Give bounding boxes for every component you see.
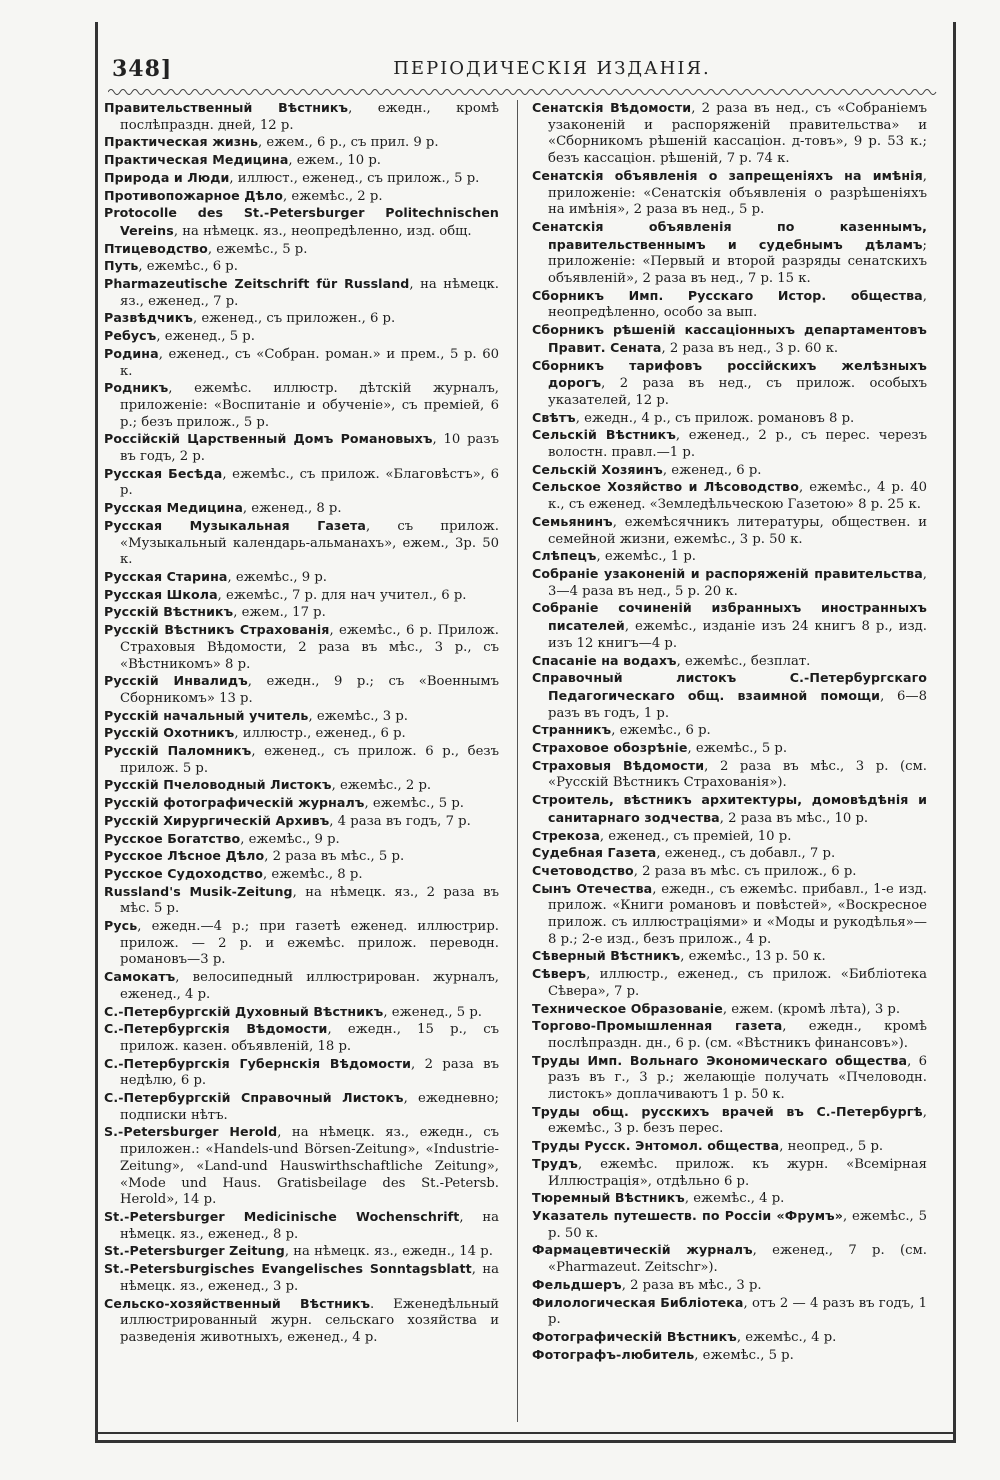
periodical-entry	[104, 152, 499, 170]
periodical-entry	[104, 569, 499, 587]
periodical-entry	[104, 170, 499, 188]
periodical-details: , ежемѣс., 6 р. Прилож. Страховыя Вѣдомости, 2 раза въ мѣс., 3 р., съ «Вѣстникомъ» 8 р.	[120, 623, 499, 672]
periodical-entry	[532, 948, 927, 966]
periodical-name: Практическая жизнь	[104, 134, 259, 150]
periodical-details: , 2 раза въ мѣс., 3 р.	[621, 1277, 762, 1293]
periodical-entry	[104, 1090, 499, 1124]
periodical-name: Фельдшеръ	[532, 1276, 622, 1292]
periodical-entry	[104, 1056, 499, 1090]
periodical-name: Russland's Musik-Zeitung	[104, 883, 293, 899]
periodical-details: , 2 раза въ недѣлю, 6 р.	[120, 1056, 499, 1089]
periodical-entry	[532, 410, 927, 428]
periodical-entry	[532, 1208, 927, 1242]
periodical-name: Сельскій Вѣстникъ	[532, 427, 676, 443]
periodical-details: , ежемѣс., 5 р. 50 к.	[548, 1209, 928, 1241]
periodical-details: , 2 раза въ мѣс., 3 р. (см. «Русскій Вѣстникъ Страхованія»).	[548, 758, 927, 791]
periodical-entry	[532, 1277, 927, 1295]
periodical-name: Сборникъ тарифовъ россійскихъ желѣзныхъ дорогъ	[532, 357, 927, 391]
periodical-details: , еженед., съ прилож. 6 р., безъ прилож. 5 р.	[120, 744, 499, 776]
periodical-details: , на нѣмецк. яз., еженед., 8 р.	[120, 1210, 499, 1242]
periodical-name: Сборникъ Имп. Русскаго Истор. общества	[532, 287, 923, 303]
periodical-details: , ежемѣс., 9 р.	[240, 831, 340, 847]
periodical-name: Сѣверный Вѣстникъ	[532, 948, 681, 964]
periodical-details: , 3—4 раза въ нед., 5 р. 20 к.	[548, 566, 927, 599]
periodical-entry	[104, 969, 499, 1003]
periodical-entry	[532, 653, 927, 671]
periodical-details: , неопредѣленно, особо за вып.	[548, 288, 927, 321]
periodical-entry	[104, 328, 499, 346]
periodical-entry	[532, 966, 927, 1000]
periodical-entry	[104, 1021, 499, 1055]
periodical-name: St.-Petersburger Medicinische Wochenschrift	[104, 1209, 460, 1224]
periodical-entry	[532, 322, 927, 357]
periodical-entry	[104, 795, 499, 813]
periodical-entry	[532, 1347, 927, 1365]
periodical-name: Русская Старина	[104, 568, 228, 584]
periodical-name: Сынъ Отечества	[532, 880, 653, 896]
periodical-details: , ежедн.—4 р.; при газетѣ еженед. иллюстрир. прилож. — 2 р. и ежемѣс. прилож. переводн. романовъ—3 р.	[120, 919, 499, 968]
periodical-name: Путь	[104, 258, 139, 274]
periodical-entry	[104, 622, 499, 673]
periodical-details: , иллюст., еженед., съ прилож., 5 р.	[229, 170, 480, 186]
periodical-details: , ежемѣс., изданіе изъ 24 книгъ 8 р., изд. изъ 12 книгъ—4 р.	[548, 619, 927, 651]
periodical-entry	[532, 792, 927, 827]
periodical-name: Родникъ	[104, 380, 169, 396]
periodical-name: Русское Судоходство	[104, 865, 264, 881]
periodical-name: Русскій Инвалидъ	[104, 673, 248, 689]
periodical-name: Фотографъ-любитель	[532, 1346, 695, 1362]
periodical-name: Указатель путешеств. по Россіи «Фрумъ»	[532, 1208, 843, 1223]
periodical-details: , 2 раза въ нед., съ «Собраніемъ узаконеній и распоряженій правительства» и «Сборникомъ рѣшеній кассаціон. д-товъ», 9 р. 53 к.; безъ кассаціон. рѣшеній, 7 р. 74 к.	[548, 101, 927, 167]
periodical-entry	[532, 845, 927, 863]
periodical-details: , ежемѣс., 4 р.	[736, 1329, 837, 1345]
periodical-name: Самокатъ	[104, 969, 176, 985]
periodical-details: , еженед., съ приложен., 6 р.	[192, 311, 396, 327]
periodical-name: S.-Petersburger Herold	[104, 1124, 278, 1140]
periodical-name: Торгово-Промышленная газета	[532, 1018, 783, 1034]
periodical-details: , 2 раза въ нед., съ прилож. особыхъ указателей, 12 р.	[548, 376, 927, 408]
periodical-details: , 2 раза въ нед., 3 р. 60 к.	[661, 340, 839, 356]
periodical-name: Ребусъ	[104, 328, 157, 344]
periodical-name: Свѣтъ	[532, 409, 576, 425]
periodical-entry	[532, 462, 927, 480]
periodical-details: , ежем., 6 р., съ прил. 9 р.	[258, 135, 439, 151]
periodical-details: , еженед., 6 р.	[662, 462, 762, 478]
periodical-details: , еженед., 2 р., съ перес. черезъ волостн. правл.—1 р.	[548, 428, 927, 461]
periodical-details: , ежемѣс., 4 р. 40 к., съ еженед. «Земледѣльческою Газетою» 8 р. 25 к.	[548, 480, 928, 513]
periodical-name: Труды Русск. Энтомол. общества	[532, 1138, 780, 1154]
periodical-entry	[104, 743, 499, 777]
periodical-details: . Еженедѣльный иллюстрированный журн. сельскаго хозяйства и разведенія животныхъ, еженед., 4 р.	[120, 1296, 499, 1345]
periodical-entry	[532, 1329, 927, 1347]
periodical-entry	[532, 600, 927, 652]
periodical-entry	[532, 722, 927, 740]
periodical-entry	[532, 1156, 927, 1190]
periodical-name: С.-Петербургскія Губернскія Вѣдомости	[104, 1055, 412, 1071]
periodical-details: , на нѣмецк. яз., 2 раза въ мѣс. 5 р.	[120, 884, 499, 917]
periodical-entry	[104, 431, 499, 465]
periodical-details: , ежемѣс., 6 р.	[138, 259, 238, 275]
periodical-name: Русскій фотографическій журналъ	[104, 795, 365, 811]
periodical-details: , на нѣмецк. яз., неопредѣленно, изд. общ.	[173, 223, 472, 239]
periodical-name: Практическая Медицина	[104, 152, 289, 168]
periodical-entry	[104, 725, 499, 743]
periodical-details: , ежемѣс., съ прилож. «Благовѣстъ», 6 р.	[120, 466, 499, 499]
periodical-name: Protocolle des St.-Petersburger Politechnischen Vereins	[104, 205, 499, 238]
periodical-details: , ежемѣс., 3 р. безъ перес.	[548, 1104, 927, 1137]
periodical-name: С.-Петербургскія Вѣдомости	[104, 1021, 328, 1037]
periodical-details: , еженед., съ «Собран. роман.» и прем., 5 р. 60 к.	[120, 346, 499, 379]
page-header	[112, 56, 942, 82]
periodical-entry	[532, 358, 927, 410]
periodical-name: Русскій Пчеловодный Листокъ	[104, 777, 332, 793]
periodical-entry	[532, 1295, 927, 1329]
periodical-name: Русскій начальный учитель	[104, 707, 309, 723]
bottom-rule	[98, 1432, 953, 1434]
periodical-details: , ежедн., кромѣ послѣпраздн. дней, 12 р.	[120, 101, 499, 133]
periodical-details: , еженед., 5 р.	[156, 329, 255, 345]
periodical-name: Птицеводство	[104, 240, 208, 256]
periodical-name: Русское Лѣсное Дѣло	[104, 848, 265, 864]
periodical-name: Стрекоза	[532, 827, 600, 843]
periodical-details: , ежем. (кромѣ лѣта), 3 р.	[722, 1001, 901, 1017]
periodical-entry	[104, 1296, 499, 1347]
periodical-entry	[104, 777, 499, 795]
periodical-name: Развѣдчикъ	[104, 310, 193, 326]
periodical-details: , ежемѣс., 9 р.	[227, 569, 327, 585]
periodical-name: Правительственный Вѣстникъ	[104, 100, 349, 115]
periodical-details: , на нѣмецк. яз., ежедн., съ приложен.: «Handels-und Börsen-Zeitung», «Industrie-Zeitung», «Land-und Hauswirthschaftliche Zeitung», «Mode und Haus. Gratisbeilage des St.-Petersb. Herold», 14 р.	[120, 1125, 499, 1208]
periodical-entry	[104, 587, 499, 605]
periodical-entry	[532, 168, 927, 219]
periodical-name: Русская Музыкальная Газета	[104, 517, 366, 533]
periodical-name: Семьянинъ	[532, 513, 613, 529]
periodical-name: Фотографическій Вѣстникъ	[532, 1328, 737, 1344]
periodical-entry	[532, 514, 927, 548]
periodical-details: , ежемѣс., 5 р.	[694, 1347, 794, 1363]
periodical-entry	[104, 518, 499, 569]
periodical-name: Странникъ	[532, 722, 612, 738]
periodical-entry	[104, 310, 499, 328]
periodical-details: , ежедн., съ ежемѣс. прибавл., 1-е изд. прилож. «Книги романовъ и повѣстей», «Воскресное прилож. съ иллюстраціями» и «Моды и рукодѣлья»—8 р.; 2-е изд., безъ прилож., 4 р.	[548, 881, 927, 947]
periodical-name: Сенатскія объявленія о запрещеніяхъ на имѣнія	[532, 167, 923, 183]
periodical-name: Спасаніе на водахъ	[532, 652, 677, 668]
periodical-name: Страховыя Вѣдомости	[532, 757, 705, 773]
periodical-name: Русскій Хирургическій Архивъ	[104, 812, 330, 828]
periodical-details: , ежемѣс., безплат.	[676, 653, 811, 669]
periodical-details: , ежем., 10 р.	[288, 153, 381, 169]
periodical-name: Фармацевтическій журналъ	[532, 1242, 753, 1258]
periodical-name: Русскій Охотникъ	[104, 725, 235, 741]
periodical-details: , ежемѣс., 5 р.	[687, 741, 788, 757]
periodical-details: , ежем., 17 р.	[233, 605, 326, 621]
periodical-details: , ежемѣс., 2 р.	[283, 188, 383, 204]
periodical-entry	[104, 466, 499, 500]
periodical-details: , 2 раза въ мѣс. съ прилож., 6 р.	[633, 863, 857, 879]
periodical-entry	[532, 863, 927, 881]
periodical-details: , велосипедный иллюстрирован. журналъ, еженед., 4 р.	[120, 970, 499, 1002]
periodical-details: , на нѣмецк. яз., еженед., 3 р.	[120, 1262, 499, 1294]
periodical-name: Счетоводство	[532, 862, 634, 878]
periodical-name: Собраніе узаконеній и распоряженій правительства	[532, 565, 923, 581]
page-number: 348]	[112, 56, 173, 82]
periodical-name: С.-Петербургскій Справочный Листокъ	[104, 1090, 404, 1106]
periodical-details: , ежемѣс., 2 р.	[331, 778, 432, 794]
running-title: ПЕРІОДИЧЕСКІЯ ИЗДАНІЯ.	[393, 58, 711, 79]
periodical-details: , 10 разъ въ годъ, 2 р.	[120, 432, 499, 465]
periodical-entry	[104, 241, 499, 259]
periodical-entry	[104, 813, 499, 831]
periodical-name: Русскій Вѣстникъ	[104, 604, 234, 620]
column-divider	[517, 100, 518, 1422]
periodical-name: Русская Бесѣда	[104, 465, 223, 481]
periodical-name: Техническое Образованіе	[532, 1000, 723, 1016]
periodical-details: , съ прилож. «Музыкальный календарь-альманахъ», ежем., 3р. 50 к.	[120, 518, 499, 568]
periodical-entry	[532, 566, 927, 600]
periodical-name: St.-Petersburgisches Evangelisches Sonntagsblatt	[104, 1261, 472, 1277]
periodical-name: Сенатскія Вѣдомости	[532, 100, 692, 115]
periodical-entry	[104, 205, 499, 240]
periodical-entry	[532, 740, 927, 758]
periodical-entry	[104, 276, 499, 310]
periodical-entry	[532, 1001, 927, 1019]
periodical-entry	[532, 1138, 927, 1156]
periodical-entry	[532, 758, 927, 792]
periodical-details: , иллюстр., еженед., 6 р.	[234, 726, 406, 742]
periodical-name: Справочный листокъ С.-Петербургскаго Педагогическаго общ. взаимной помощи	[532, 670, 927, 703]
periodical-name: Сборникъ рѣшеній кассаціонныхъ департаментовъ Правит. Сената	[532, 322, 927, 355]
periodical-details: ; приложеніе: «Первый и второй разряды сенатскихъ объявленій», 2 раза въ нед., 7 р. 15 к.	[548, 237, 927, 287]
periodical-name: Сенатскія объявленія по казеннымъ, правительственнымъ и судебнымъ дѣламъ	[532, 218, 927, 252]
periodical-details: , ежемѣс., 3 р.	[308, 708, 408, 724]
periodical-name: Русь	[104, 918, 138, 934]
periodical-name: Россійскій Царственный Домъ Романовыхъ	[104, 431, 433, 447]
periodical-details: , еженед., 8 р.	[242, 501, 342, 517]
left-column	[104, 100, 499, 1420]
wavy-rule	[108, 86, 938, 98]
periodical-entry	[104, 831, 499, 849]
periodical-name: Сельско-хозяйственный Вѣстникъ	[104, 1295, 371, 1311]
periodical-entry	[532, 1018, 927, 1052]
periodical-entry	[104, 918, 499, 969]
periodical-entry	[532, 288, 927, 322]
periodical-details: , приложеніе: «Сенатскія объявленія о разрѣшеніяхъ на имѣнія», 2 раза въ нед., 5 р.	[548, 168, 927, 218]
periodical-entry	[532, 670, 927, 722]
periodical-name: Страховое обозрѣніе	[532, 740, 688, 756]
periodical-entry	[104, 848, 499, 866]
periodical-entry	[532, 100, 927, 168]
periodical-entry	[104, 1124, 499, 1209]
periodical-details: , на нѣмецк. яз., еженед., 7 р.	[120, 277, 499, 309]
periodical-entry	[104, 604, 499, 622]
periodical-name: Трудъ	[532, 1155, 578, 1171]
right-column	[532, 100, 927, 1420]
periodical-details: , ежемѣс., 1 р.	[596, 549, 696, 565]
periodical-name: Русская Школа	[104, 586, 218, 602]
periodical-name: С.-Петербургскій Духовный Вѣстникъ	[104, 1003, 384, 1019]
periodical-details: , 6 разъ въ г., 3 р.; желающіе получать «Пчеловодн. листокъ» доплачиваютъ 1 р. 50 к.	[548, 1053, 928, 1103]
periodical-entry	[532, 479, 927, 513]
periodical-name: Родина	[104, 345, 159, 361]
periodical-entry	[532, 427, 927, 461]
periodical-details: , еженед., 5 р.	[383, 1004, 483, 1020]
periodical-entry	[532, 1104, 927, 1138]
periodical-details: , ежедн., 15 р., съ прилож. казен. объявленій, 18 р.	[120, 1022, 499, 1054]
periodical-details: , на нѣмецк. яз., ежедн., 14 р.	[284, 1244, 493, 1260]
periodical-details: , ежемѣс., 6 р.	[611, 723, 711, 739]
periodical-details: , 2 раза въ мѣс., 10 р.	[719, 810, 869, 826]
periodical-entry	[104, 1261, 499, 1295]
periodical-entry	[104, 708, 499, 726]
periodical-name: Сельское Хозяйство и Лѣсоводство	[532, 479, 799, 495]
periodical-entry	[104, 500, 499, 518]
periodical-name: Судебная Газета	[532, 845, 657, 861]
periodical-name: Сельскій Хозяинъ	[532, 461, 663, 477]
periodical-name: Русская Медицина	[104, 500, 243, 516]
periodical-details: , ежемѣс., 5 р.	[364, 796, 464, 812]
periodical-details: , отъ 2 — 4 разъ въ годъ, 1 р.	[548, 1295, 928, 1328]
periodical-entry	[104, 258, 499, 276]
periodical-entry	[104, 1209, 499, 1243]
periodical-entry	[104, 1243, 499, 1261]
periodical-name: Слѣпецъ	[532, 548, 597, 564]
periodical-details: , ежемѣс., 4 р.	[684, 1191, 785, 1207]
periodical-entry	[532, 219, 927, 288]
periodical-details: , ежедн., 9 р.; съ «Военнымъ Сборникомъ» 13 р.	[120, 674, 500, 706]
periodical-entry	[532, 1053, 927, 1104]
periodical-name: Филологическая Библіотека	[532, 1294, 744, 1310]
periodical-name: Противопожарное Дѣло	[104, 187, 283, 203]
periodical-entry	[104, 866, 499, 884]
periodical-entry	[532, 828, 927, 846]
periodical-name: Сѣверъ	[532, 966, 587, 982]
periodical-name: Русскій Паломникъ	[104, 743, 252, 759]
periodical-name: Природа и Люди	[104, 169, 230, 185]
periodical-details: , ежедн., кромѣ послѣпраздн. дн., 6 р. (см. «Вѣстникъ финансовъ»).	[548, 1019, 927, 1051]
periodical-details: , ежемѣсячникъ литературы, обществен. и семейной жизни, ежемѣс., 3 р. 50 к.	[548, 514, 927, 547]
periodical-entry	[104, 380, 499, 431]
periodical-details: , ежемѣс., 13 р. 50 к.	[680, 949, 826, 965]
periodical-name: Русское Богатство	[104, 830, 241, 846]
periodical-details: , ежемѣс., 5 р.	[207, 241, 308, 257]
periodical-details: , 4 раза въ годъ, 7 р.	[329, 813, 471, 829]
periodical-name: Русскій Вѣстникъ Страхованія	[104, 622, 330, 638]
periodical-name: Строитель, вѣстникъ архитектуры, домовѣдѣнія и санитарнаго зодчества	[532, 792, 927, 825]
periodical-entry	[532, 1242, 927, 1276]
periodical-entry	[532, 881, 927, 949]
periodical-entry	[104, 346, 499, 380]
periodical-details: , еженед., съ добавл., 7 р.	[656, 846, 836, 862]
periodical-details: , 6—8 разъ въ годъ, 1 р.	[548, 688, 927, 721]
periodical-details: , еженед., съ преміей, 10 р.	[599, 828, 792, 844]
periodical-entry	[104, 884, 499, 918]
periodical-details: , ежемѣс. иллюстр. дѣтскій журналъ, приложеніе: «Воспитаніе и обученіе», съ преміей, 6 р.; безъ прилож., 5 р.	[120, 381, 499, 430]
periodical-entry	[104, 673, 499, 707]
periodical-details: , ежемѣс. прилож. къ журн. «Всемірная Иллюстрація», отдѣльно 6 р.	[548, 1156, 927, 1189]
periodical-name: Тюремный Вѣстникъ	[532, 1190, 685, 1206]
periodical-name: Собраніе сочиненій избранныхъ иностранныхъ писателей	[532, 600, 927, 634]
periodical-details: , неопред., 5 р.	[779, 1139, 884, 1155]
periodical-name: St.-Petersburger Zeitung	[104, 1243, 285, 1259]
periodical-details: , ежемѣс., 8 р.	[263, 866, 363, 882]
periodical-details: , еженед., 7 р. (см. «Pharmazeut. Zeitschr»).	[548, 1243, 927, 1276]
periodical-details: , иллюстр., еженед., съ прилож. «Библіотека Сѣвера», 7 р.	[548, 967, 927, 999]
periodical-details: , ежемѣс., 7 р. для нач учител., 6 р.	[217, 587, 467, 603]
periodical-name: Труды общ. русскихъ врачей въ С.-Петербургѣ	[532, 1103, 923, 1119]
periodical-name: Труды Имп. Вольнаго Экономическаго общества	[532, 1052, 908, 1068]
periodical-entry	[104, 100, 499, 134]
periodical-details: , ежедневно; подписки нѣтъ.	[120, 1091, 499, 1123]
periodical-entry	[532, 548, 927, 566]
periodical-details: , 2 раза въ мѣс., 5 р.	[264, 849, 405, 865]
periodical-entry	[104, 188, 499, 206]
periodical-entry	[532, 1190, 927, 1208]
periodical-entry	[104, 1004, 499, 1022]
periodical-details: , ежедн., 4 р., съ прилож. романовъ 8 р.	[575, 410, 855, 426]
periodical-entry	[104, 134, 499, 152]
periodical-name: Pharmazeutische Zeitschrift für Russland	[104, 276, 410, 292]
